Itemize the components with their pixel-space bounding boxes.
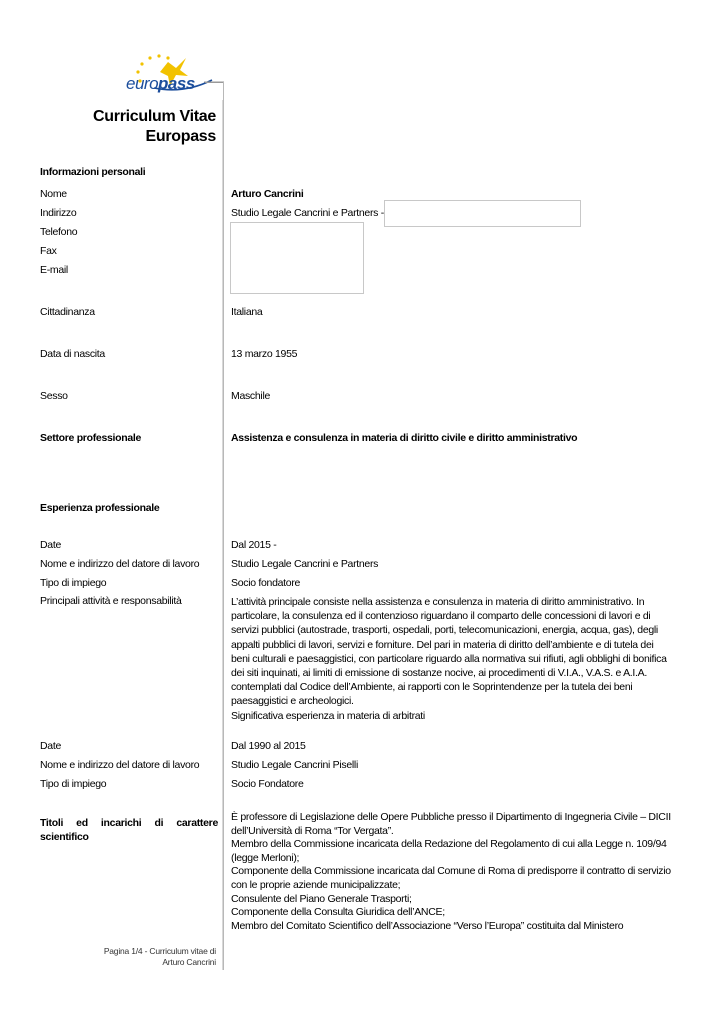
titoli-line: Componente della Commissione incaricata dal Comune di Roma di predisporre il contratto di servizio [231,865,671,878]
titoli-line: Membro della Commissione incaricata della Redazione del Regolamento di cui alla Legge n. 109/94 [231,838,667,851]
wordmark-bold: pass [158,74,195,93]
nascita-label: Data di nascita [40,348,105,360]
email-label: E-mail [40,264,68,276]
titoli-line: Componente della Consulta Giuridica dell’ANCE; [231,906,445,919]
settore-label: Settore professionale [40,432,142,444]
top-rule [205,82,224,83]
titoli-line: Consulente del Piano Generale Trasporti; [231,892,412,905]
indirizzo-value: Studio Legale Cancrini e Partners - [231,207,384,219]
exp1-employer-label: Nome e indirizzo del datore di lavoro [40,558,200,570]
exp2-employer-value: Studio Legale Cancrini Piselli [231,759,358,771]
footer-page-line1: Pagina 1/4 - Curriculum vitae di [103,946,216,956]
settore-value: Assistenza e consulenza in materia di diritto civile e diritto amministrativo [231,432,578,444]
europass-logo [124,50,224,100]
titoli-label: Titoli ed incarichi di carattere scientifico [40,817,218,843]
redacted-address-box [384,200,581,227]
activities-line: particolare, la consulenza ed il contenzioso riguardano il comparto delle concessioni di lavori e di [231,610,651,623]
exp2-type-label: Tipo di impiego [40,778,107,790]
activities-line: appalti pubblici di lavori, servizi e forniture. Del pari in materia di diritto dell’ambiente e di tutela dei [231,638,654,651]
exp2-employer-label: Nome e indirizzo del datore di lavoro [40,759,200,771]
exp1-type-label: Tipo di impiego [40,577,107,589]
activities-line: L’attività principale consiste nella assistenza e consulenza in materia di diritto amministrativo. In [231,596,645,608]
titoli-line: con le proprie aziende municipalizzate; [231,878,401,891]
activities-line: contemplati dal Codice dell’Ambiente, ai rapporti con le Soprintendenze per la tutela dei beni [231,681,633,694]
activities-line: beni culturali e paesaggistici, con particolare riguardo alla normativa sui rifiuti, agli obblighi di bonifica [231,652,667,665]
telefono-label: Telefono [40,226,78,238]
footer-page-line2: Arturo Cancrini [162,957,216,967]
exp2-type-value: Socio Fondatore [231,778,304,790]
titoli-line: È professore di Legislazione delle Opere Pubbliche presso il Dipartimento di Ingegneria Civile – DICII [231,811,671,823]
exp2-date-label: Date [40,740,61,752]
cv-title-line2: Europass [145,128,216,145]
sesso-label: Sesso [40,390,68,402]
section-heading-experience: Esperienza professionale [40,502,160,514]
nascita-value: 13 marzo 1955 [231,348,298,360]
exp1-date-value: Dal 2015 - [231,539,277,551]
exp1-employer-value: Studio Legale Cancrini e Partners [231,558,379,570]
titoli-text [231,811,684,933]
exp1-type-value: Socio fondatore [231,577,301,589]
fax-label: Fax [40,245,57,257]
exp1-date-label: Date [40,539,61,551]
titoli-line: Membro del Comitato Scientifico dell’Associazione “Verso l’Europa” costituita dal Ministero [231,919,624,932]
column-divider [223,82,224,970]
exp1-activities-text [231,595,684,723]
wordmark-light: euro [126,74,159,93]
cittadinanza-label: Cittadinanza [40,306,95,318]
activities-extra: Significativa esperienza in materia di arbitrati [231,709,425,722]
redacted-contacts-box [230,222,364,294]
exp1-activities-label: Principali attività e responsabilità [40,595,182,607]
indirizzo-label: Indirizzo [40,207,77,219]
nome-value: Arturo Cancrini [231,188,304,200]
cv-title-line1: Curriculum Vitae [93,108,216,125]
titoli-line: (legge Merloni); [231,851,300,864]
activities-line: dei siti inquinati, ai limiti di emissione di sostanze nocive, ai procedimenti di V.I.A., V.A.S. e A.I.A. [231,667,647,680]
column-divider-shadow [222,100,223,970]
cittadinanza-value: Italiana [231,306,263,318]
titoli-line: dell’Università di Roma “Tor Vergata”. [231,824,394,837]
nome-label: Nome [40,188,67,200]
activities-line: paesaggistici e archeologici. [231,695,354,708]
sesso-value: Maschile [231,390,271,402]
activities-line: servizi pubblici (autostrade, trasporti, ospedali, porti, telecomunicazioni, energia, acqua, gas), degli [231,624,658,637]
exp2-date-value: Dal 1990 al 2015 [231,740,306,752]
section-heading-personal: Informazioni personali [40,166,146,178]
europass-wordmark [126,74,195,94]
